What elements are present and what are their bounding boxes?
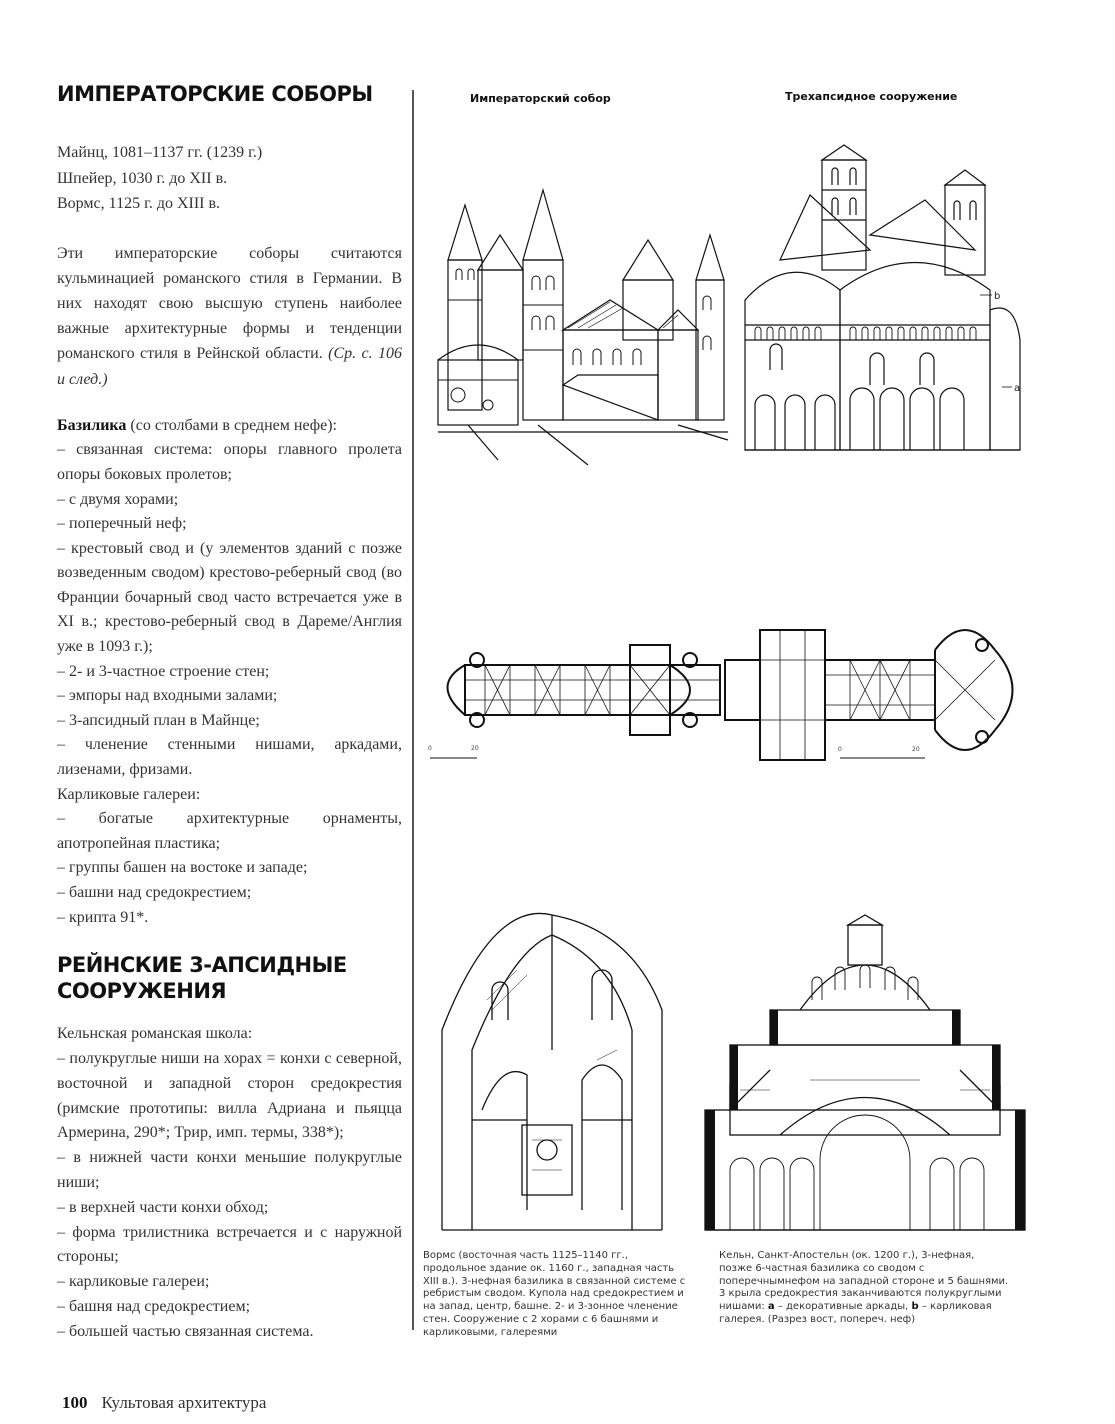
date-line: Вормс, 1125 г. до XIII в. (57, 195, 221, 212)
page-footer (62, 1393, 266, 1413)
heading-rhenish-line1: РЕЙНСКИЕ 3-АПСИДНЫЕ (57, 953, 347, 978)
list-item: – большей частью связанная система. (57, 1322, 314, 1340)
date-line: Шпейер, 1030 г. до XII в. (57, 169, 228, 187)
intro-paragraph (57, 241, 402, 392)
heading-imperial-cathedrals: ИМПЕРАТОРСКИЕ СОБОРЫ (57, 82, 373, 106)
caption-label-a: a (767, 1301, 775, 1313)
list-item: – членение стенными нишами, аркадами, лизенами, фризами. (57, 736, 402, 779)
list-item: – крестовый свод и (у элементов зданий с позже возведенным сводом) крестово-реберный свод (во Франции бочарный свод часто встречается уже в XI в.; крестово-реберный свод в Дареме/Англия уже в 1093 г.); (57, 539, 402, 656)
column-divider (412, 90, 414, 1330)
list-item: – богатые архитектурные орнаменты, апотропейная пластика; (57, 810, 402, 852)
scale-twenty-2: 20 (912, 746, 920, 753)
label-b: b (994, 291, 1001, 302)
caption-worms: Вормс (восточная часть 1125–1140 гг., продольное здание ок. 1160 г., западная часть XIII в.). 3-нефная базилика в связанной системе с ребристым сводом. Купола над средокрестием и на запад, центр, башне. 2- и 3-зонное членение стен. Сооружение с 2 хорами с 6 башнями и карликовыми, галереями (423, 1250, 686, 1338)
caption-apostles-text2: – декоративные аркады, (774, 1301, 912, 1313)
intro-text: Эти императорские соборы считаются кульминацией романского стиля в Германии. В них находят свою высшую ступень наиболее важные архитектурные формы и тенденции романского стиля в Рейнской области. (57, 244, 402, 363)
list-subheading: Кельнская романская школа: (57, 1025, 253, 1043)
list-item: – башни над средокрестием; (57, 884, 252, 901)
page-number: 100 (62, 1393, 88, 1412)
apostles-section-drawing (700, 910, 1030, 1240)
caption-apostles (719, 1250, 1009, 1327)
figure-title-imperial: Императорский собор (470, 92, 611, 105)
list-item: – карликовые галереи; (57, 1273, 210, 1291)
caption-apostles-text1: Кельн, Санкт-Апостельн (ок. 1200 г.), 3-нефная, позже 6-частная базилика со сводом с поперечнымнефом на западной стороне и 5 башнями. 3 крыла средокрестия заканчиваются полукруглыми нишами: (719, 1250, 1009, 1313)
basilica-term: Базилика (57, 416, 127, 434)
scale-twenty: 20 (471, 745, 479, 752)
worms-interior-drawing (432, 910, 672, 1240)
list-item: – форма трилистника встречается и с наружной стороны; (57, 1223, 402, 1266)
date-line: Майнц, 1081–1137 гг. (1239 г.) (57, 144, 263, 161)
list-item: – в нижней части конхи меньшие полукруглые ниши; (57, 1149, 402, 1191)
basilica-rest: (со столбами в среднем нефе): (126, 416, 337, 434)
scale-zero-2: 0 (838, 746, 842, 753)
heading-rhenish-line2: СООРУЖЕНИЯ (57, 979, 227, 1004)
list-item: – полукруглые ниши на хорах = конхи с северной, восточной и западной сторон средокрестия (римские прототипы: вилла Адриана и пьяцца Армерина, 290*; Трир, имп. термы, 338*); (57, 1049, 402, 1142)
list-item: – 3-апсидный план в Майнце; (57, 711, 260, 729)
imperial-cathedral-drawing (428, 180, 740, 470)
list-item: – поперечный неф; (57, 515, 187, 533)
scale-zero: 0 (428, 745, 432, 752)
list-item: – с двумя хорами; (57, 490, 179, 508)
section-title: Культовая архитектура (101, 1393, 267, 1412)
basilica-heading (57, 414, 402, 439)
list-subheading: Карликовые галереи: (57, 785, 201, 803)
figure-title-triapsidal: Трехапсидное сооружение (785, 90, 958, 103)
caption-label-b: b (911, 1301, 919, 1313)
list-item: – в верхней части конхи обход; (57, 1198, 269, 1216)
label-a: a (1014, 383, 1021, 394)
rhenish-list (57, 1022, 402, 1344)
intro-reference: (Ср. с. 106 и след.) (57, 345, 402, 388)
triapsidal-elevation-drawing (740, 140, 1030, 460)
cathedral-dates (57, 140, 402, 217)
heading-rhenish-section (57, 952, 402, 1004)
list-item: – крипта 91*. (57, 908, 149, 926)
list-item: – эмпоры над входными залами; (57, 687, 278, 705)
list-item: – 2- и 3-частное строение стен; (57, 662, 270, 680)
basilica-list (57, 414, 402, 930)
triapsidal-floor-plan (720, 605, 1030, 780)
caption-apostles-text3: – карликовая галерея. (Разрез вост, попереч. неф) (719, 1301, 992, 1325)
left-text-column (57, 80, 402, 1345)
list-item: – группы башен на востоке и западе; (57, 859, 308, 877)
worms-floor-plan (425, 630, 725, 775)
list-item: – башня над средокрестием; (57, 1297, 251, 1315)
list-item: – связанная система: опоры главного пролета опоры боковых пролетов; (57, 441, 402, 483)
